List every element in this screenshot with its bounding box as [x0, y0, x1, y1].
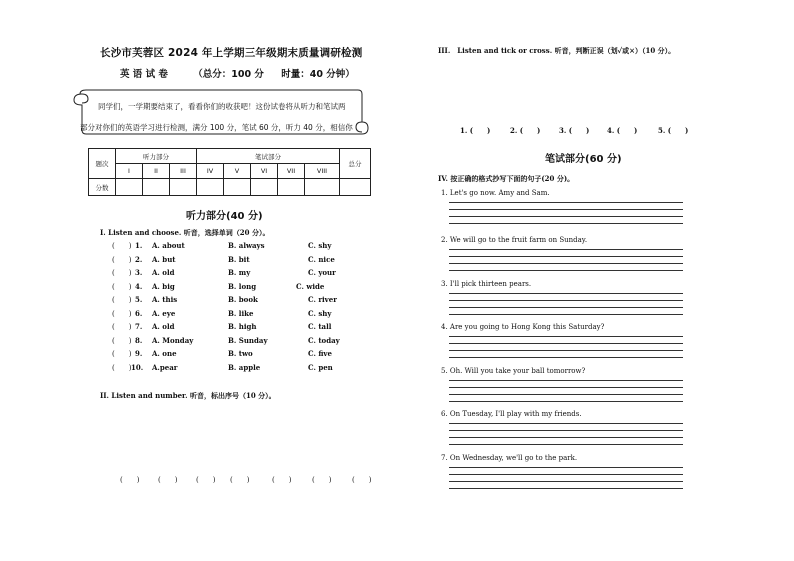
- writing-line[interactable]: [449, 300, 683, 301]
- answer-blank[interactable]: ( ): [112, 242, 132, 250]
- writing-line[interactable]: [449, 423, 683, 424]
- writing-heading: 笔试部分(60 分): [545, 154, 622, 165]
- sentence-prompt: 2. We will go to the fruit farm on Sunday.: [441, 236, 588, 244]
- option-a[interactable]: A. this: [152, 295, 178, 304]
- q2-title: II. Listen and number. 听音，标出序号（10 分）。: [100, 391, 276, 400]
- answer-blank[interactable]: ( ): [112, 255, 132, 264]
- writing-line[interactable]: [449, 474, 683, 475]
- option-a[interactable]: A.pear: [152, 362, 178, 372]
- writing-line[interactable]: [449, 343, 683, 344]
- question-number: 4.: [135, 281, 143, 291]
- numeral-4: IV: [197, 164, 224, 179]
- option-c[interactable]: C. your: [308, 268, 336, 277]
- score-cell[interactable]: [224, 179, 251, 196]
- row-label-score: 分数: [89, 179, 116, 196]
- answer-blank[interactable]: ( ): [112, 282, 132, 291]
- option-b[interactable]: B. bit: [228, 254, 250, 264]
- answer-blank[interactable]: ( ): [158, 476, 178, 484]
- writing-line[interactable]: [449, 394, 683, 395]
- option-b[interactable]: B. two: [228, 349, 253, 358]
- option-a[interactable]: A. Monday: [152, 335, 194, 345]
- question-number: 9.: [135, 349, 143, 358]
- option-a[interactable]: A. old: [152, 322, 175, 331]
- option-b[interactable]: B. high: [228, 322, 257, 331]
- writing-line[interactable]: [449, 380, 683, 381]
- writing-line[interactable]: [449, 336, 683, 337]
- intro-line-1: 同学们，一学期要结束了，看看你们的收获吧！这份试卷将从听力和笔试两: [98, 102, 346, 111]
- sentence-prompt: 1. Let's go now. Amy and Sam.: [441, 189, 550, 197]
- numeral-8: VIII: [305, 164, 340, 179]
- score-cell[interactable]: [170, 179, 197, 196]
- listening-part-header: 听力部分: [116, 149, 197, 164]
- subject-label: 英 语 试 卷: [120, 69, 168, 80]
- sentence-prompt: 7. On Wednesday, we'll go to the park.: [441, 454, 578, 462]
- exam-title: 长沙市芙蓉区 2024 年上学期三年级期末质量调研检测: [100, 47, 363, 59]
- writing-line[interactable]: [449, 444, 683, 445]
- answer-blank[interactable]: ( ): [230, 476, 250, 484]
- writing-line[interactable]: [449, 401, 683, 402]
- option-a[interactable]: A. old: [152, 268, 175, 277]
- answer-blank[interactable]: ( ): [272, 476, 292, 484]
- total-header: 总分: [340, 149, 371, 179]
- option-a[interactable]: A. eye: [152, 308, 176, 318]
- question-number: 10.: [131, 362, 144, 372]
- writing-line[interactable]: [449, 437, 683, 438]
- total-score-label: （总分：100 分: [193, 69, 264, 80]
- tick-cross-item[interactable]: 4. ( ): [607, 126, 638, 135]
- option-b[interactable]: B. my: [228, 268, 251, 277]
- writing-line[interactable]: [449, 202, 683, 203]
- option-c[interactable]: C. wide: [296, 281, 325, 291]
- answer-blank[interactable]: ( ): [112, 323, 132, 331]
- writing-line[interactable]: [449, 357, 683, 358]
- option-b[interactable]: B. apple: [228, 362, 261, 372]
- writing-line[interactable]: [449, 293, 683, 294]
- writing-line[interactable]: [449, 307, 683, 308]
- tick-cross-item[interactable]: 2. ( ): [510, 126, 541, 135]
- listening-heading: 听力部分(40 分): [186, 211, 263, 222]
- writing-part-header: 笔试部分: [197, 149, 340, 164]
- intro-line-2: 部分对你们的英语学习进行检测，满分 100 分，笔试 60 分，听力 40 分，相信你: [80, 123, 353, 132]
- score-cell[interactable]: [340, 179, 371, 196]
- option-b[interactable]: B. always: [228, 241, 265, 250]
- writing-line[interactable]: [449, 481, 683, 482]
- intro-text: [80, 96, 368, 138]
- option-c[interactable]: C. today: [308, 335, 340, 345]
- numeral-1: I: [116, 164, 143, 179]
- sentence-prompt: 5. Oh. Will you take your ball tomorrow?: [441, 367, 586, 375]
- score-cell[interactable]: [305, 179, 340, 196]
- row-label-items: 题次: [89, 149, 116, 179]
- score-cell[interactable]: [116, 179, 143, 196]
- numeral-2: II: [143, 164, 170, 179]
- writing-line[interactable]: [449, 387, 683, 388]
- answer-blank[interactable]: ( ): [312, 476, 332, 484]
- writing-line[interactable]: [449, 270, 683, 271]
- question-number: 1.: [135, 241, 143, 250]
- time-label: 时量：40 分钟）: [281, 69, 355, 80]
- numeral-6: VI: [251, 164, 278, 179]
- writing-line[interactable]: [449, 223, 683, 224]
- answer-blank[interactable]: ( ): [112, 350, 132, 358]
- question-number: 7.: [135, 322, 143, 331]
- writing-line[interactable]: [449, 488, 683, 489]
- answer-blank[interactable]: ( ): [196, 476, 216, 484]
- question-number: 6.: [135, 308, 143, 318]
- exam-subtitle: [120, 66, 377, 80]
- question-number: 8.: [135, 335, 143, 345]
- option-c[interactable]: C. pen: [308, 362, 333, 372]
- answer-blank[interactable]: ( ): [120, 476, 140, 484]
- option-b[interactable]: B. book: [228, 295, 258, 304]
- question-number: 5.: [135, 295, 143, 304]
- answer-blank[interactable]: ( ): [352, 476, 372, 484]
- answer-blank[interactable]: ( ): [112, 336, 132, 345]
- option-c[interactable]: C. nice: [308, 254, 335, 264]
- numeral-3: III: [170, 164, 197, 179]
- writing-line[interactable]: [449, 350, 683, 351]
- option-a[interactable]: A. about: [152, 241, 185, 250]
- numeral-7: VII: [278, 164, 305, 179]
- writing-line[interactable]: [449, 263, 683, 264]
- option-c[interactable]: C. five: [308, 349, 332, 358]
- answer-blank[interactable]: ( ): [112, 363, 132, 372]
- writing-line[interactable]: [449, 256, 683, 257]
- writing-line[interactable]: [449, 216, 683, 217]
- question-number: 2.: [135, 254, 143, 264]
- q1-title: I. Listen and choose. 听音，选择单词（20 分）。: [100, 228, 270, 237]
- option-b[interactable]: B. Sunday: [228, 335, 268, 345]
- writing-line[interactable]: [449, 249, 683, 250]
- answer-blank[interactable]: ( ): [112, 296, 132, 304]
- tick-cross-item[interactable]: 3. ( ): [559, 126, 590, 135]
- writing-line[interactable]: [449, 209, 683, 210]
- question-number: 3.: [135, 268, 143, 277]
- tick-cross-item[interactable]: 5. ( ): [658, 126, 689, 135]
- writing-line[interactable]: [449, 467, 683, 468]
- score-table: [88, 148, 371, 196]
- sentence-prompt: 3. I'll pick thirteen pears.: [441, 280, 532, 288]
- score-cell[interactable]: [197, 179, 224, 196]
- option-a[interactable]: A. one: [152, 349, 177, 358]
- writing-line[interactable]: [449, 430, 683, 431]
- score-cell[interactable]: [251, 179, 278, 196]
- sentence-prompt: 6. On Tuesday, I'll play with my friends.: [441, 410, 582, 418]
- option-c[interactable]: C. shy: [308, 241, 332, 250]
- writing-line[interactable]: [449, 314, 683, 315]
- answer-blank[interactable]: ( ): [112, 309, 132, 318]
- score-cell[interactable]: [278, 179, 305, 196]
- sentence-prompt: 4. Are you going to Hong Kong this Saturday?: [441, 323, 605, 331]
- option-c[interactable]: C. tall: [308, 322, 332, 331]
- tick-cross-item[interactable]: 1. ( ): [460, 126, 491, 135]
- option-a[interactable]: A. big: [152, 281, 175, 291]
- numeral-5: V: [224, 164, 251, 179]
- q3-title: III. Listen and tick or cross. 听音，判断正误（划✓或×）（10 分）。: [438, 46, 676, 55]
- option-a[interactable]: A. but: [152, 254, 176, 264]
- q4-title: IV. 按正确的格式抄写下面的句子(20 分)。: [438, 174, 575, 183]
- option-b[interactable]: B. long: [228, 281, 257, 291]
- score-cell[interactable]: [143, 179, 170, 196]
- option-c[interactable]: C. shy: [308, 308, 332, 318]
- option-c[interactable]: C. river: [308, 295, 337, 304]
- answer-blank[interactable]: ( ): [112, 269, 132, 277]
- option-b[interactable]: B. like: [228, 308, 254, 318]
